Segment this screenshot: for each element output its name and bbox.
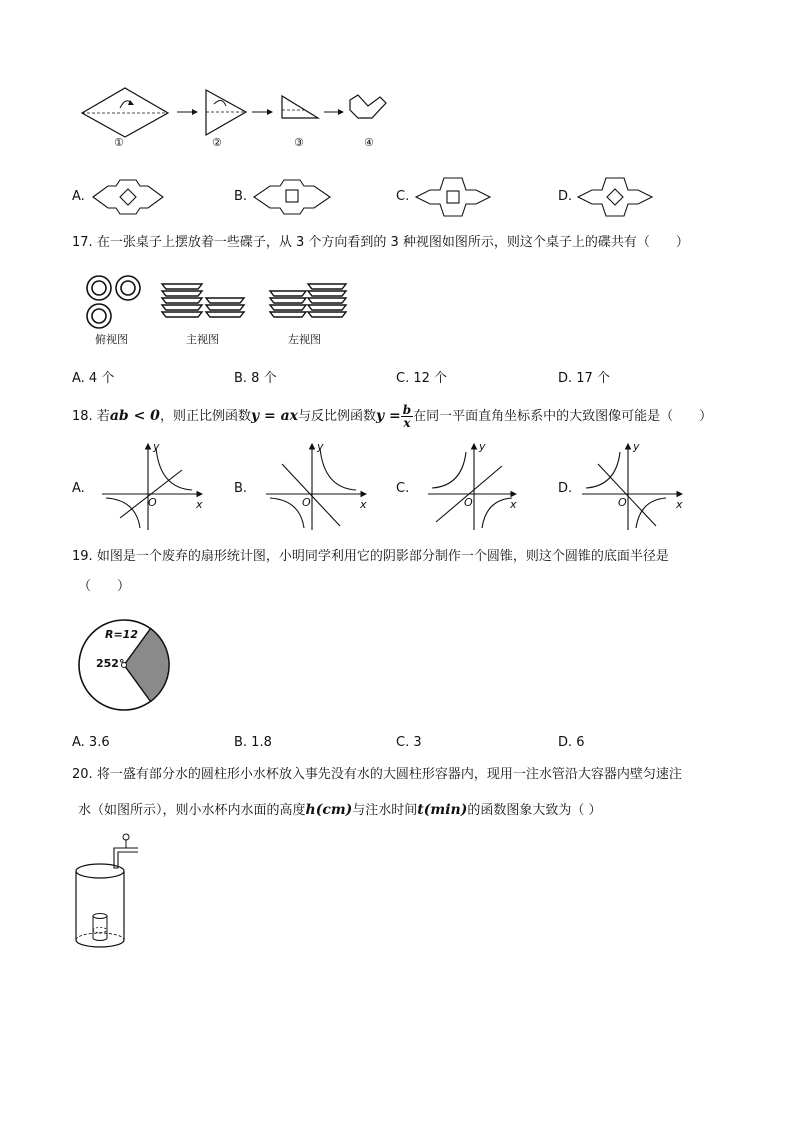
q18-text-2: ，则正比例函数 [159,409,251,424]
front-view-label: 主视图 [186,333,219,346]
q20-text-2a: 水（如图所示），则小水杯内水面的高度 [78,803,306,818]
q18-option-c-label: C. [396,481,410,496]
q18-graph-d-origin: O [618,496,627,509]
q20-text-1: 将一盛有部分水的圆柱形小水杯放入事先没有水的大圆柱形容器内，现用一注水管沿大容器内壁匀速注 [96,767,682,782]
q18-option-b-label: B. [234,481,248,496]
small-cup-top [93,914,107,919]
q17-option-c: C. 12 个 [396,371,448,386]
q20-text-2c: 的函数图象大致为（ ） [467,803,602,818]
q19-number: 19. [72,549,93,564]
q18-number: 18. [72,409,93,424]
angle-label: 252° [96,657,125,670]
q18-graph-c-y-label: y [479,440,486,453]
q18-graph-d-y-label: y [633,440,640,453]
q18-function-1: y = ax [250,408,298,424]
q18-graph-c-origin: O [464,496,473,509]
q18-option-d-label: D. [558,481,573,496]
q20-number: 20. [72,767,93,782]
q19-option-d: D. 6 [558,735,585,750]
q18-graph-c-x-label: x [510,498,517,511]
radius-label: R=12 [105,628,138,641]
q18-graph-b-origin: O [302,496,311,509]
q19-option-c: C. 3 [396,735,422,750]
left-view-label: 左视图 [288,333,321,346]
q17-option-d: D. 17 个 [558,371,610,386]
fold-step-label-1: ① [114,136,124,149]
q18-function-2-lhs: y = [376,408,401,424]
q19-option-a: A. 3.6 [72,735,110,750]
q18-text-3: 与反比例函数 [297,409,376,424]
q18-graph-a-x-label: x [196,498,203,511]
q17-option-a: A. 4 个 [72,371,115,386]
q19-text-2: （ ） [78,579,131,594]
q16-option-b-label: B. [234,189,248,204]
fold-step-label-4: ④ [364,136,374,149]
q17-number: 17. [72,235,93,250]
q16-option-a-label: A. [72,189,85,204]
q20-text-2b: 与注水时间 [352,803,418,818]
q18-graph-a-origin: O [148,496,157,509]
q18-text-1: 若 [96,409,110,424]
q19-option-b: B. 1.8 [234,735,272,750]
q17-option-b: B. 8 个 [234,371,277,386]
q18-graph-d-x-label: x [676,498,683,511]
q18-option-a-label: A. [72,481,85,496]
fold-step-label-2: ② [212,136,222,149]
q16-option-c-label: C. [396,189,410,204]
q17-text: 在一张桌子上摆放着一些碟子，从 3 个方向看到的 3 种视图如图所示，则这个桌子上的碟共有（ ） [96,235,689,250]
q20-h-unit: h(cm) [305,802,353,818]
big-cylinder-top [76,864,124,878]
q19-text-1: 如图是一个废弃的扇形统计图，小明同学利用它的阴影部分制作一个圆锥，则这个圆锥的底面半径是 [96,549,669,564]
q18-condition: ab < 0 [109,408,160,424]
fold-step-label-3: ③ [294,136,304,149]
q18-graph-b-x-label: x [360,498,367,511]
q18-graph-a-y-label: y [153,440,160,453]
q18-text-4: 在同一平面直角坐标系中的大致图像可能是（ ） [413,409,713,424]
q18-fraction-denominator: x [403,416,411,430]
q20-t-unit: t(min) [417,802,468,818]
top-view-label: 俯视图 [95,333,128,346]
q18-graph-b-y-label: y [317,440,324,453]
q16-option-d-label: D. [558,189,573,204]
q18-fraction-numerator: b [402,403,412,417]
